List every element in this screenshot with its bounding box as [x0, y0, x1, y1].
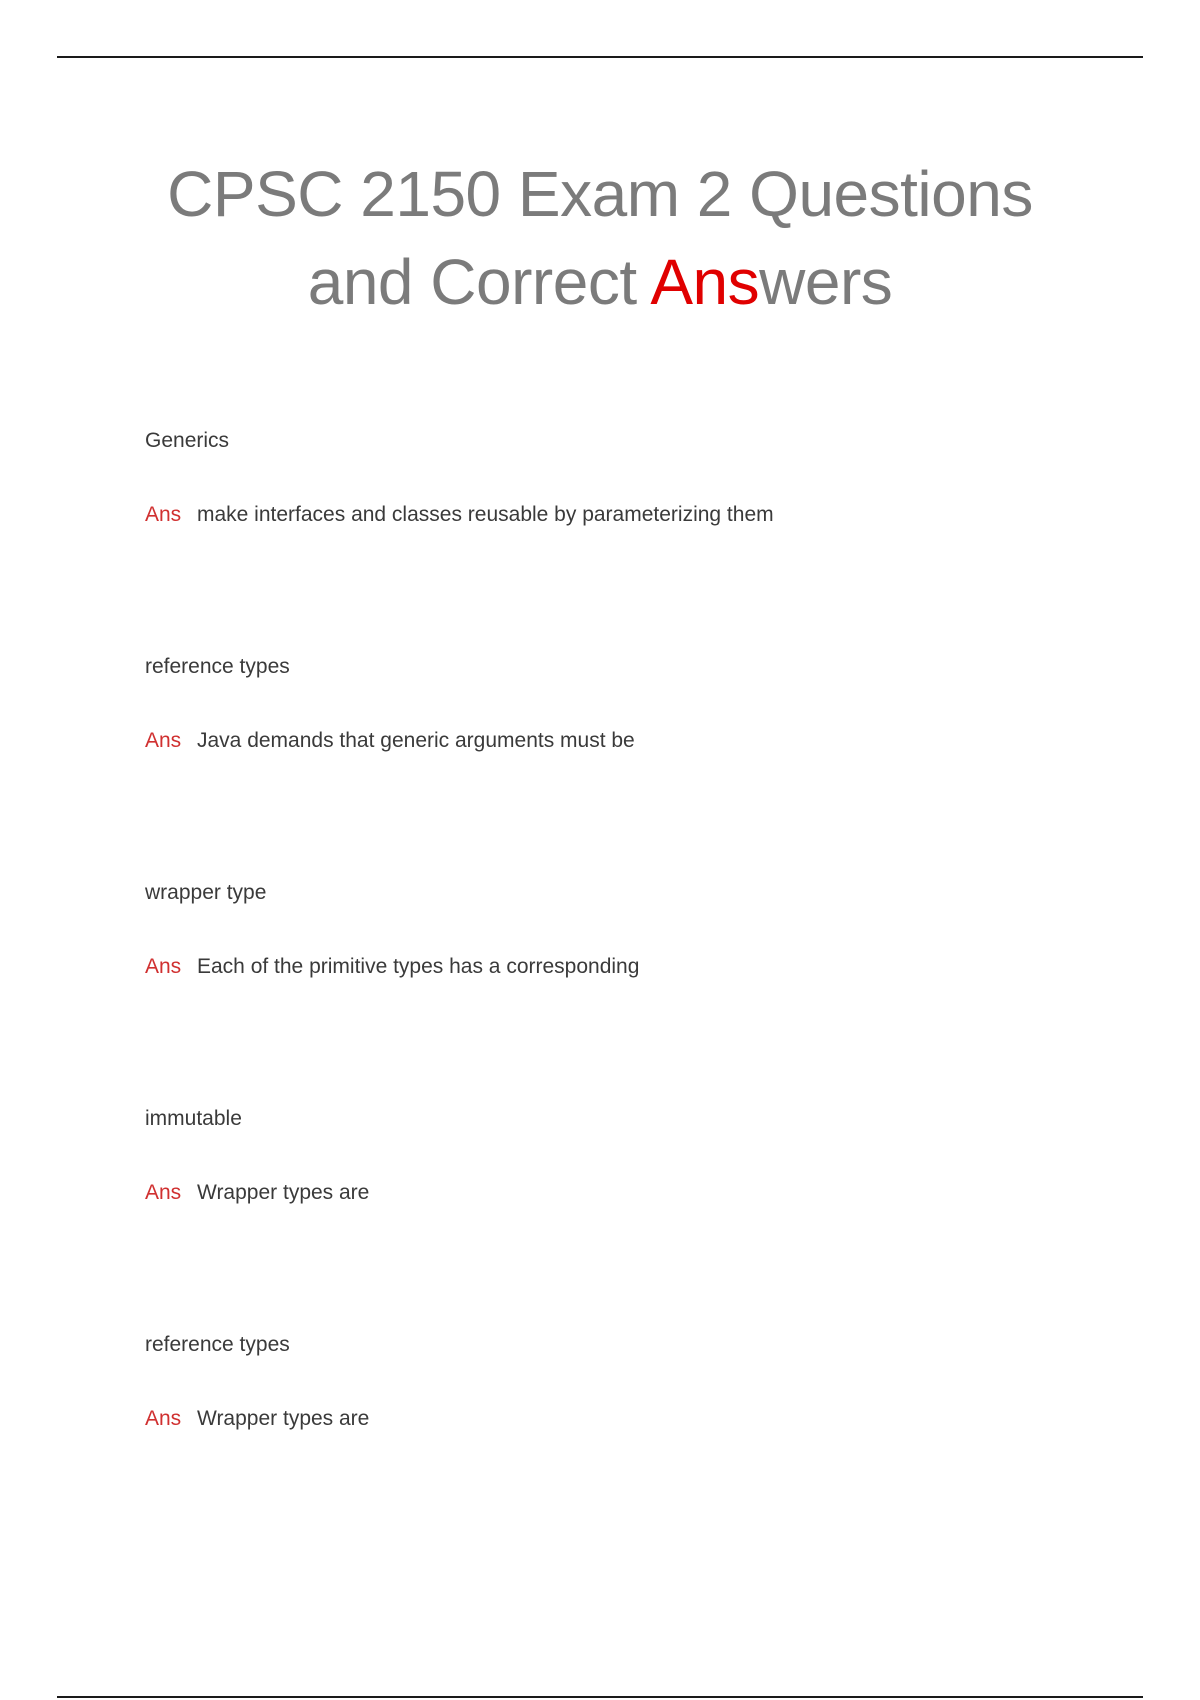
- bottom-rule: [57, 1696, 1143, 1698]
- question-term: Generics: [145, 429, 230, 452]
- question-term: wrapper type: [145, 881, 267, 904]
- qa-list: [145, 427, 1105, 1557]
- answer-text: make interfaces and classes reusable by parameterizing them: [197, 503, 774, 526]
- document-title: [0, 150, 1200, 326]
- answer-text: Java demands that generic arguments must be: [197, 729, 635, 752]
- title-line-2-suffix: wers: [759, 246, 893, 318]
- title-accent: Ans: [650, 246, 760, 318]
- question-term: reference types: [145, 655, 290, 678]
- answer-label: Ans: [145, 729, 182, 752]
- answer-text: Each of the primitive types has a corresponding: [197, 955, 640, 978]
- top-rule: [57, 56, 1143, 58]
- answer-text: Wrapper types are: [197, 1181, 370, 1204]
- answer-label: Ans: [145, 955, 182, 978]
- title-line-2: [0, 238, 1200, 326]
- answer-row: [145, 727, 635, 755]
- qa-item: [145, 879, 1105, 1105]
- answer-text: Wrapper types are: [197, 1407, 370, 1430]
- answer-row: [145, 1179, 369, 1207]
- answer-row: [145, 1405, 369, 1433]
- answer-label: Ans: [145, 1181, 182, 1204]
- question-term: immutable: [145, 1107, 242, 1130]
- title-line-1: CPSC 2150 Exam 2 Questions: [167, 158, 1033, 230]
- question-term: reference types: [145, 1333, 290, 1356]
- qa-item: [145, 1331, 1105, 1557]
- qa-item: [145, 427, 1105, 653]
- qa-item: [145, 653, 1105, 879]
- answer-label: Ans: [145, 503, 182, 526]
- qa-item: [145, 1105, 1105, 1331]
- title-line-2-prefix: and Correct: [307, 246, 651, 318]
- answer-row: [145, 953, 639, 981]
- answer-row: [145, 501, 774, 529]
- answer-label: Ans: [145, 1407, 182, 1430]
